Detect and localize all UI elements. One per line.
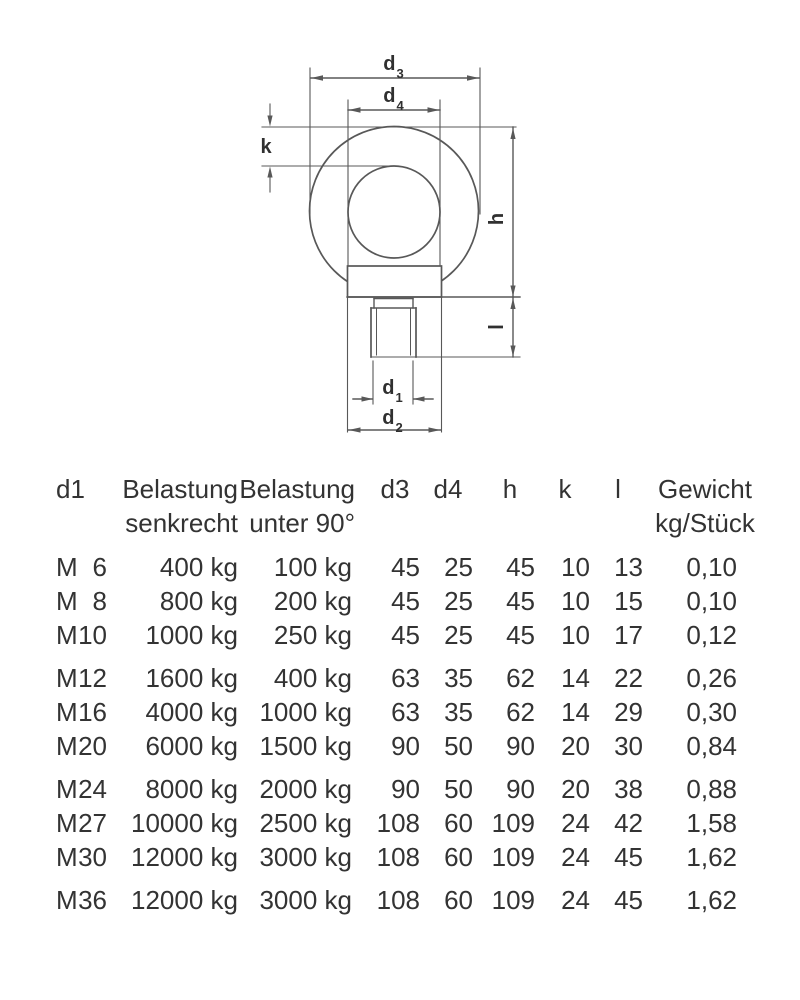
table-row	[0, 806, 800, 840]
table-row	[0, 550, 800, 584]
cell-size-prefix: M	[56, 552, 78, 582]
cell-load-vertical: 12000 kg	[131, 885, 238, 915]
cell-load-90: 1500 kg	[259, 731, 352, 761]
header-weight-unit: kg/Stück	[655, 508, 755, 538]
cell-h: 62	[506, 663, 535, 693]
header-load-90: Belastung	[239, 474, 355, 504]
cell-k: 14	[561, 697, 590, 727]
cell-size-prefix: M	[56, 620, 78, 650]
cell-h: 109	[491, 842, 535, 872]
cell-d3: 108	[376, 885, 420, 915]
cell-d4: 35	[444, 697, 473, 727]
cell-d4: 25	[444, 552, 473, 582]
header-d1: d1	[56, 474, 85, 504]
cell-load-vertical: 1600 kg	[145, 663, 238, 693]
table-row	[0, 661, 800, 695]
eyebolt-technical-drawing	[0, 0, 800, 465]
cell-weight: 1,62	[686, 885, 737, 915]
cell-load-vertical: 4000 kg	[145, 697, 238, 727]
eyebolt-body	[310, 127, 521, 433]
cell-l: 22	[614, 663, 643, 693]
cell-d4: 35	[444, 663, 473, 693]
header-l: l	[615, 474, 621, 504]
cell-l: 38	[614, 774, 643, 804]
cell-l: 42	[614, 808, 643, 838]
cell-l: 13	[614, 552, 643, 582]
cell-d3: 90	[391, 774, 420, 804]
cell-k: 24	[561, 808, 590, 838]
cell-d4: 25	[444, 620, 473, 650]
cell-load-vertical: 6000 kg	[145, 731, 238, 761]
h-dimension	[510, 127, 515, 297]
ring-hole-circle	[348, 166, 440, 258]
header-k: k	[558, 474, 572, 504]
table-row	[0, 883, 800, 917]
cell-load-vertical: 12000 kg	[131, 842, 238, 872]
cell-d4: 50	[444, 774, 473, 804]
cell-l: 17	[614, 620, 643, 650]
cell-h: 90	[506, 774, 535, 804]
cell-load-vertical: 400 kg	[159, 552, 238, 582]
cell-l: 15	[614, 586, 643, 616]
cell-size-prefix: M	[56, 663, 78, 693]
cell-h: 109	[491, 808, 535, 838]
cell-h: 109	[491, 885, 535, 915]
cell-load-vertical: 1000 kg	[145, 620, 238, 650]
cell-d3: 45	[391, 586, 420, 616]
cell-l: 29	[614, 697, 643, 727]
cell-d4: 50	[444, 731, 473, 761]
cell-weight: 0,10	[686, 552, 737, 582]
table-row	[0, 695, 800, 729]
cell-l: 45	[614, 885, 643, 915]
cell-weight: 0,84	[686, 731, 737, 761]
cell-load-vertical: 8000 kg	[145, 774, 238, 804]
header-weight: Gewicht	[658, 474, 752, 504]
cell-load-90: 100 kg	[273, 552, 352, 582]
header-h: h	[502, 474, 518, 504]
cell-size-prefix: M	[56, 885, 78, 915]
table-row	[0, 772, 800, 806]
dim-label-h: h	[486, 212, 508, 226]
cell-size-number: 10	[78, 620, 107, 650]
cell-weight: 1,58	[686, 808, 737, 838]
cell-size-prefix: M	[56, 697, 78, 727]
table-header	[0, 472, 800, 540]
cell-size-prefix: M	[56, 731, 78, 761]
table-row	[0, 618, 800, 652]
cell-weight: 0,30	[686, 697, 737, 727]
cell-size-prefix: M	[56, 808, 78, 838]
cell-d3: 108	[376, 808, 420, 838]
cell-k: 10	[561, 620, 590, 650]
dim-label-l: l	[486, 324, 508, 330]
cell-size-number: 20	[78, 731, 107, 761]
header-d3: d3	[380, 474, 410, 504]
dim-label-d3: $d_3$	[383, 53, 404, 81]
cell-weight: 0,10	[686, 586, 737, 616]
table-row	[0, 840, 800, 874]
table-row	[0, 584, 800, 618]
cell-k: 20	[561, 774, 590, 804]
cell-l: 45	[614, 842, 643, 872]
cell-weight: 0,26	[686, 663, 737, 693]
cell-d4: 25	[444, 586, 473, 616]
cell-size-number: 6	[92, 552, 107, 582]
cell-weight: 0,12	[686, 620, 737, 650]
cell-load-90: 2000 kg	[259, 774, 352, 804]
cell-load-90: 2500 kg	[259, 808, 352, 838]
cell-load-90: 400 kg	[273, 663, 352, 693]
cell-k: 10	[561, 586, 590, 616]
dim-label-d2: $d_2$	[382, 407, 403, 435]
cell-h: 62	[506, 697, 535, 727]
cell-load-vertical: 10000 kg	[131, 808, 238, 838]
dim-label-k: k	[260, 136, 272, 158]
cell-k: 24	[561, 885, 590, 915]
cell-load-vertical: 800 kg	[159, 586, 238, 616]
cell-size-number: 24	[78, 774, 107, 804]
cell-weight: 1,62	[686, 842, 737, 872]
cell-d3: 45	[391, 552, 420, 582]
cell-k: 10	[561, 552, 590, 582]
cell-size-number: 16	[78, 697, 107, 727]
cell-h: 45	[506, 586, 535, 616]
cell-weight: 0,88	[686, 774, 737, 804]
cell-size-number: 36	[78, 885, 107, 915]
cell-h: 90	[506, 731, 535, 761]
table-row	[0, 729, 800, 763]
dim-label-d1: $d_1$	[382, 377, 403, 405]
cell-l: 30	[614, 731, 643, 761]
dim-label-d4: $d_4$	[383, 85, 404, 113]
cell-d4: 60	[444, 808, 473, 838]
cell-size-prefix: M	[56, 774, 78, 804]
header-d4: d4	[433, 474, 463, 504]
cell-load-90: 3000 kg	[259, 885, 352, 915]
cell-size-prefix: M	[56, 586, 78, 616]
cell-load-90: 3000 kg	[259, 842, 352, 872]
cell-size-number: 12	[78, 663, 107, 693]
header-load-vertical-sub: senkrecht	[125, 508, 238, 538]
table-header-line1	[0, 472, 800, 506]
cell-size-prefix: M	[56, 842, 78, 872]
d4-dimension	[348, 100, 440, 265]
cell-d3: 63	[391, 697, 420, 727]
header-load-90-sub: unter 90°	[249, 508, 355, 538]
cell-k: 14	[561, 663, 590, 693]
cell-size-number: 27	[78, 808, 107, 838]
cell-d4: 60	[444, 885, 473, 915]
cell-size-number: 30	[78, 842, 107, 872]
cell-load-90: 1000 kg	[259, 697, 352, 727]
cell-h: 45	[506, 620, 535, 650]
table-header-line2	[0, 506, 800, 540]
cell-k: 24	[561, 842, 590, 872]
cell-size-number: 8	[92, 586, 107, 616]
cell-load-90: 250 kg	[273, 620, 352, 650]
header-load-vertical: Belastung	[122, 474, 238, 504]
cell-d3: 45	[391, 620, 420, 650]
table-body	[0, 550, 800, 917]
k-dimension	[262, 104, 516, 192]
cell-d4: 60	[444, 842, 473, 872]
cell-load-90: 200 kg	[273, 586, 352, 616]
cell-d3: 63	[391, 663, 420, 693]
cell-d3: 90	[391, 731, 420, 761]
cell-k: 20	[561, 731, 590, 761]
cell-d3: 108	[376, 842, 420, 872]
l-dimension	[510, 297, 515, 357]
collar-rect	[348, 266, 442, 297]
cell-h: 45	[506, 552, 535, 582]
